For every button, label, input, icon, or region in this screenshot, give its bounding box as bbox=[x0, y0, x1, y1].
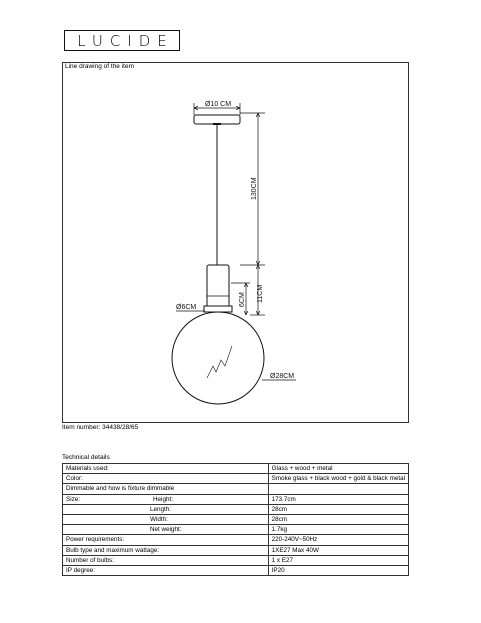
row-label-main: Size: bbox=[66, 495, 80, 503]
row-label bbox=[63, 494, 269, 504]
table-row bbox=[63, 545, 409, 555]
holder-height-label: 11CM bbox=[257, 284, 264, 303]
row-value: 1.7kg bbox=[268, 525, 408, 535]
row-value: 1XE27 Max 40W bbox=[268, 545, 408, 555]
row-label: IP degree: bbox=[63, 565, 269, 575]
drawing-label: Line drawing of the item bbox=[65, 63, 135, 70]
row-sublabel: Width: bbox=[63, 514, 269, 524]
table-row bbox=[63, 514, 409, 524]
table-row bbox=[63, 525, 409, 535]
technical-details-title: Technical details bbox=[62, 454, 110, 461]
table-row bbox=[63, 555, 409, 565]
holder-diameter-label: Ø6CM bbox=[176, 304, 197, 311]
row-label: Bulb type and maximum wattage: bbox=[63, 545, 269, 555]
table-row bbox=[63, 504, 409, 514]
row-sublabel: Net weight: bbox=[63, 525, 269, 535]
brand-logo: LUCIDE bbox=[64, 30, 180, 51]
technical-details-table bbox=[62, 463, 409, 576]
row-label: Materials used: bbox=[63, 464, 269, 474]
table-row bbox=[63, 484, 409, 494]
table-row bbox=[63, 474, 409, 484]
canopy bbox=[194, 115, 240, 124]
row-label: Dimmable and how is fixture dimmable bbox=[63, 484, 269, 494]
table-row bbox=[63, 494, 409, 504]
row-value bbox=[268, 484, 408, 494]
holder-inner-label: 6CM bbox=[239, 292, 246, 307]
row-value: 1 x E27 bbox=[268, 555, 408, 565]
item-number: Item number: 34438/28/65 bbox=[62, 424, 139, 431]
row-value: IP20 bbox=[268, 565, 408, 575]
bulb-holder bbox=[207, 265, 229, 309]
row-label: Color: bbox=[63, 474, 269, 484]
row-label: Power requirements: bbox=[63, 535, 269, 545]
globe bbox=[172, 312, 264, 404]
row-value: Glass + wood + metal bbox=[268, 464, 408, 474]
row-label: Number of bulbs: bbox=[63, 555, 269, 565]
canopy-diameter-label: Ø10 CM bbox=[205, 101, 232, 108]
row-value: 28cm bbox=[268, 514, 408, 524]
row-value: 220-240V~50Hz bbox=[268, 535, 408, 545]
row-value: Smoke glass + black wood + gold & black metal bbox=[268, 474, 408, 484]
table-row bbox=[63, 565, 409, 575]
row-sublabel: Height: bbox=[153, 495, 173, 503]
table-row bbox=[63, 464, 409, 474]
table-row bbox=[63, 535, 409, 545]
globe-diameter-label: Ø28CM bbox=[270, 373, 295, 380]
row-value: 173.7cm bbox=[268, 494, 408, 504]
cable-length-label: 130CM bbox=[251, 177, 258, 200]
row-value: 28cm bbox=[268, 504, 408, 514]
row-sublabel: Length: bbox=[63, 504, 269, 514]
